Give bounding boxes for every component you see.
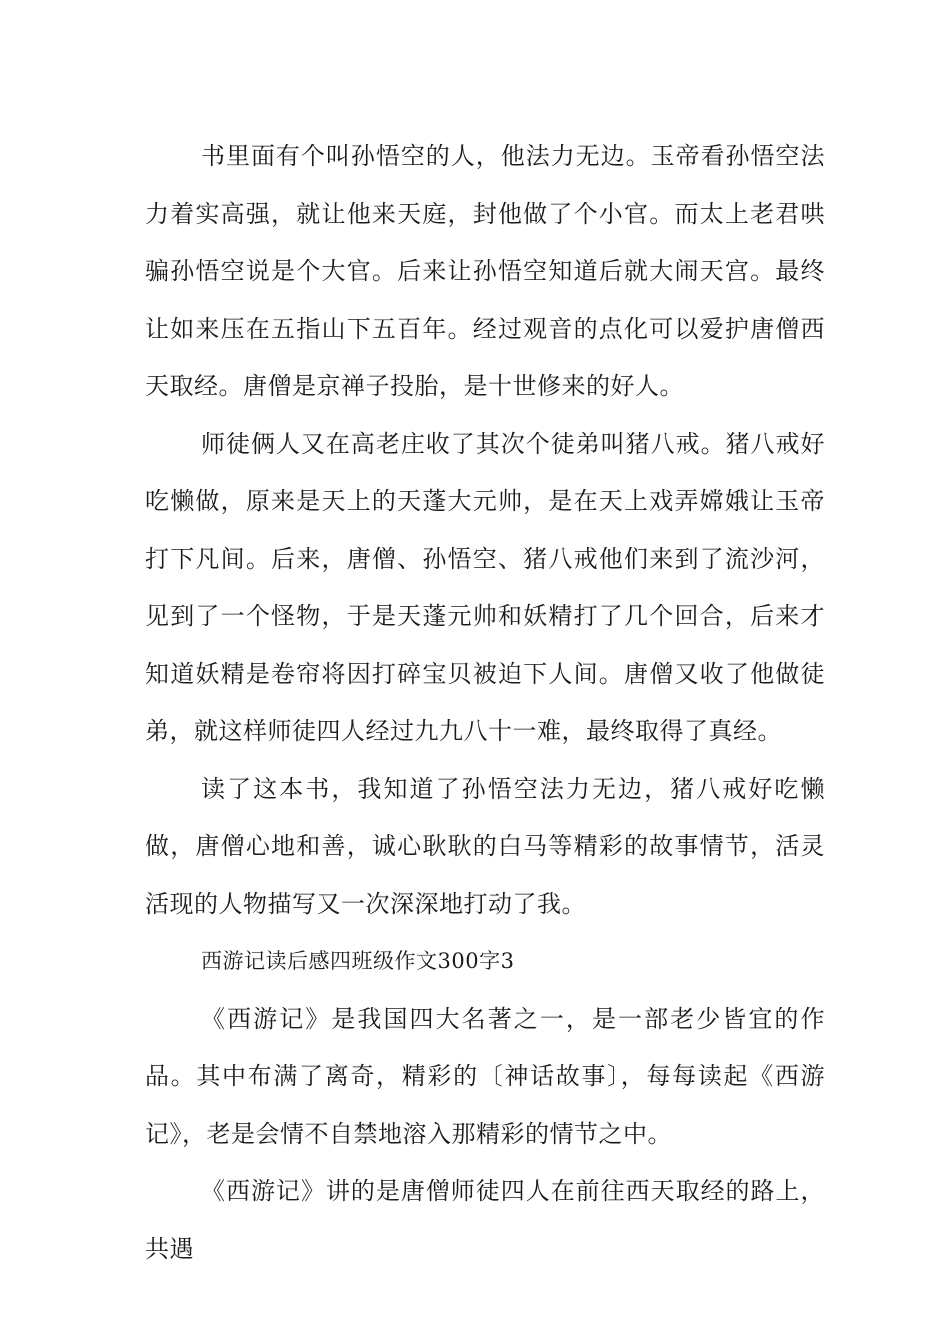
paragraph-reflection: 读了这本书，我知道了孙悟空法力无边，猪八戒好吃懒做，唐僧心地和善，诚心耿耿的白马等精彩的故事情节，活灵活现的人物描写又一次深深地打动了我。 <box>145 774 825 918</box>
paragraph-journey: 《西游记》讲的是唐僧师徒四人在前往西天取经的路上，共遇 <box>145 1177 825 1263</box>
paragraph-four-classics: 《西游记》是我国四大名著之一，是一部老少皆宜的作品。其中布满了离奇，精彩的〔神话故事〕，每每读起《西游记》，老是会情不自禁地溶入那精彩的情节之中。 <box>145 1004 825 1148</box>
essay-heading: 西游记读后感四班级作文300字3 <box>201 949 515 973</box>
document-body <box>145 128 825 1278</box>
paragraph-disciples: 师徒俩人又在高老庄收了其次个徒弟叫猪八戒。猪八戒好吃懒做，原来是天上的天蓬大元帅，是在天上戏弄嫦娥让玉帝打下凡间。后来，唐僧、孙悟空、猪八戒他们来到了流沙河，见到了一个怪物，于是天蓬元帅和妖精打了几个回合，后来才知道妖精是卷帘将因打碎宝贝被迫下人间。唐僧又收了他做徒弟，就这样师徒四人经过九九八十一难，最终取得了真经。 <box>145 429 825 745</box>
paragraph-sun-wukong: 书里面有个叫孙悟空的人，他法力无边。玉帝看孙悟空法力着实高强，就让他来天庭，封他做了个小官。而太上老君哄骗孙悟空说是个大官。后来让孙悟空知道后就大闹天宫。最终让如来压在五指山下五百年。经过观音的点化可以爱护唐僧西天取经。唐僧是京禅子投胎，是十世修来的好人。 <box>145 142 825 400</box>
